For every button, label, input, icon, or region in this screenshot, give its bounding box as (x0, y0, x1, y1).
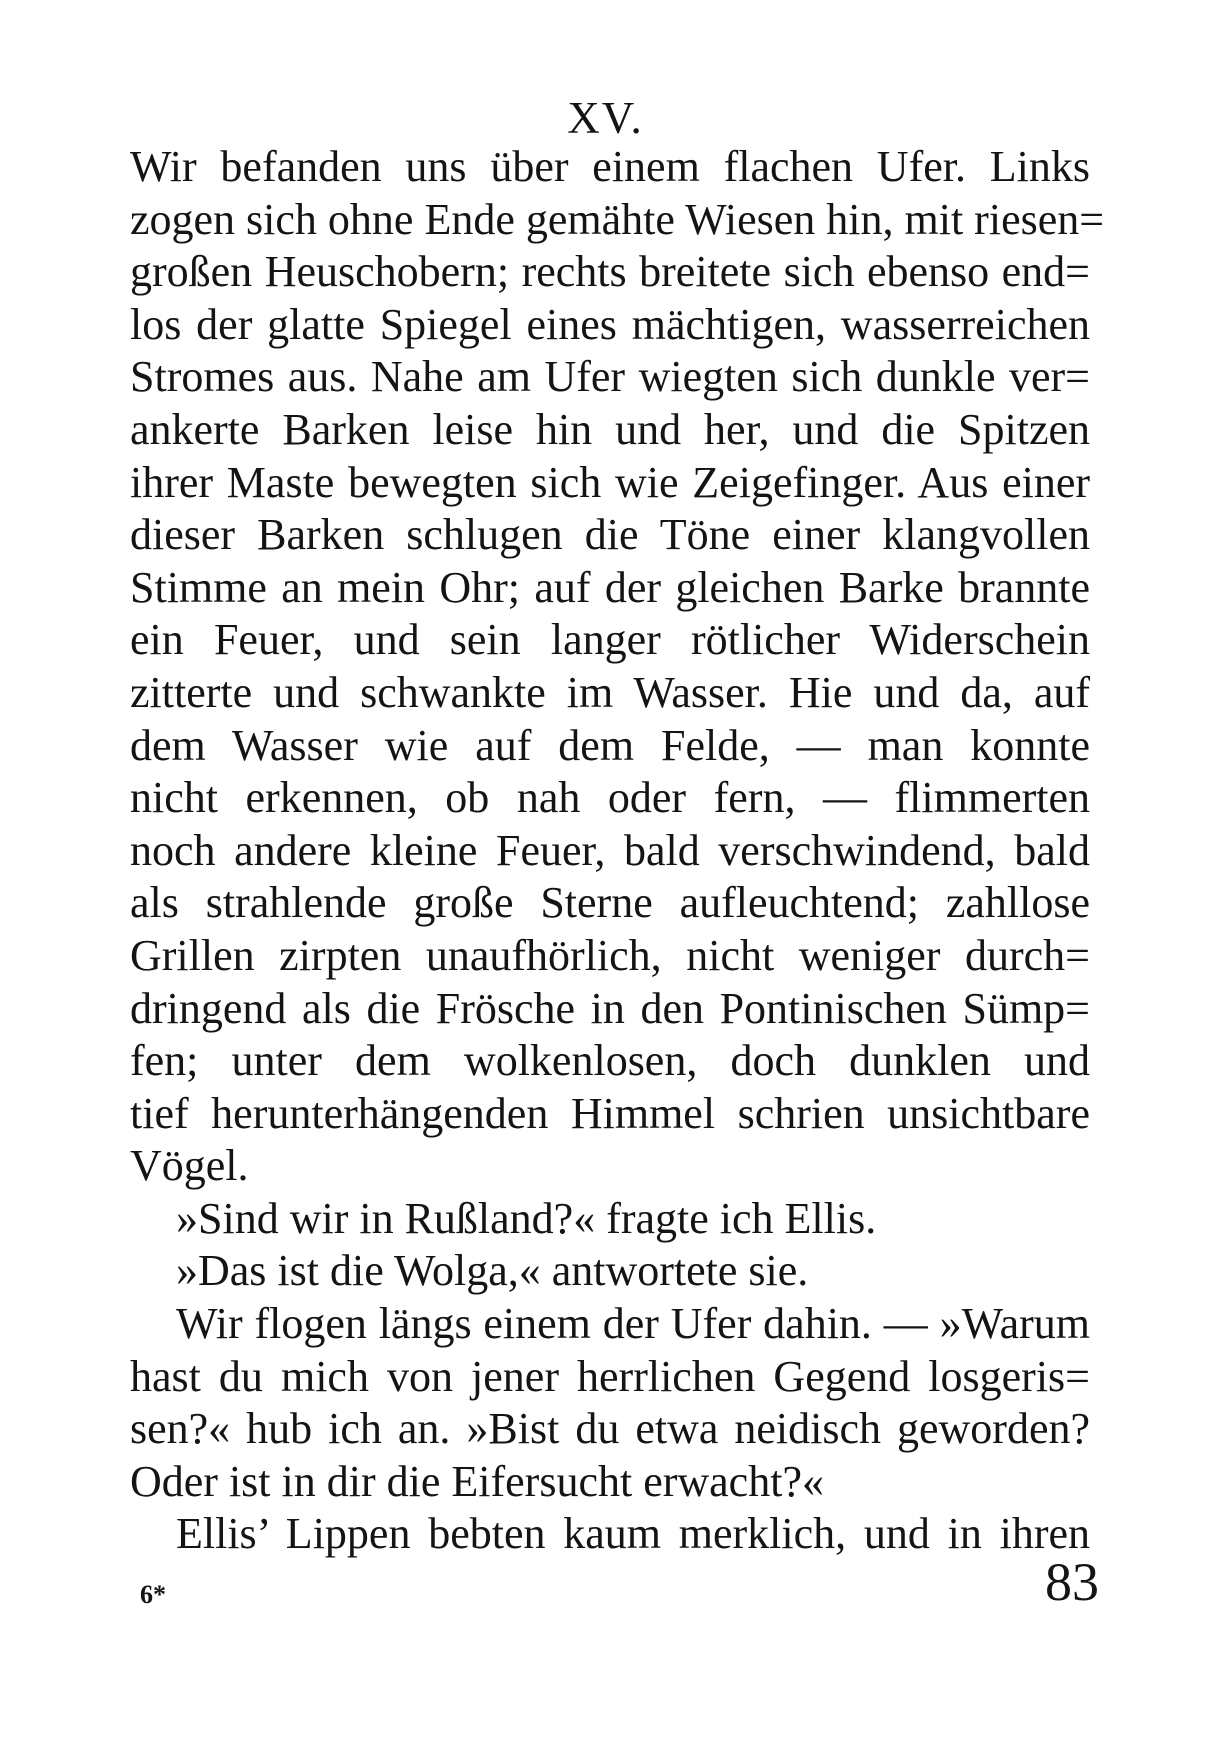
chapter-heading: XV. (567, 93, 644, 143)
text-line: zogen sich ohne Ende gemähte Wiesen hin, mit riesen= (130, 194, 1105, 244)
text-line: Vögel. (130, 1141, 249, 1191)
text-line: großen Heuschobern; rechts breitete sich ebenso end= (130, 247, 1090, 297)
text-line: fen; unter dem wolkenlosen, doch dunklen und (130, 1036, 1090, 1086)
text-line: Grillen zirpten unaufhörlich, nicht weniger durch= (130, 930, 1090, 980)
text-line: Stromes aus. Nahe am Ufer wiegten sich dunkle ver= (130, 352, 1090, 402)
text-line: hast du mich von jener herrlichen Gegend losgeris= (130, 1351, 1090, 1401)
text-line: dringend als die Frösche in den Pontinischen Sümp= (130, 983, 1090, 1033)
signature-mark: 6* (140, 1580, 166, 1609)
text-line: »Das ist die Wolga,« antwortete sie. (176, 1246, 809, 1296)
text-line: zitterte und schwankte im Wasser. Hie und da, auf (130, 667, 1090, 717)
text-line: ihrer Maste bewegten sich wie Zeigefinger. Aus einer (130, 457, 1090, 507)
text-line: als strahlende große Sterne aufleuchtend; zahllose (130, 878, 1090, 928)
body-text (130, 141, 1105, 1561)
page-number: 83 (1045, 1552, 1099, 1612)
text-line: nicht erkennen, ob nah oder fern, — flimmerten (130, 773, 1090, 823)
text-line: ankerte Barken leise hin und her, und die Spitzen (130, 404, 1090, 454)
text-line: Wir flogen längs einem der Ufer dahin. — »Warum (176, 1299, 1090, 1349)
text-line: los der glatte Spiegel eines mächtigen, wasserreichen (130, 299, 1090, 349)
text-line: dieser Barken schlugen die Töne einer klangvollen (130, 510, 1090, 560)
text-line: dem Wasser wie auf dem Felde, — man konnte (130, 720, 1090, 770)
text-line: Ellis’ Lippen bebten kaum merklich, und in ihren (176, 1509, 1090, 1559)
text-line: »Sind wir in Rußland?« fragte ich Ellis. (176, 1193, 877, 1243)
text-line: Oder ist in dir die Eifersucht erwacht?« (130, 1456, 824, 1506)
text-line: sen?« hub ich an. »Bist du etwa neidisch geworden? (130, 1404, 1090, 1454)
text-line: Stimme an mein Ohr; auf der gleichen Barke brannte (130, 562, 1090, 612)
text-line: Wir befanden uns über einem flachen Ufer. Links (130, 142, 1090, 191)
text-line: noch andere kleine Feuer, bald verschwindend, bald (130, 825, 1090, 875)
text-line: ein Feuer, und sein langer rötlicher Widerschein (130, 615, 1090, 665)
text-line: tief herunterhängenden Himmel schrien unsichtbare (130, 1088, 1090, 1138)
